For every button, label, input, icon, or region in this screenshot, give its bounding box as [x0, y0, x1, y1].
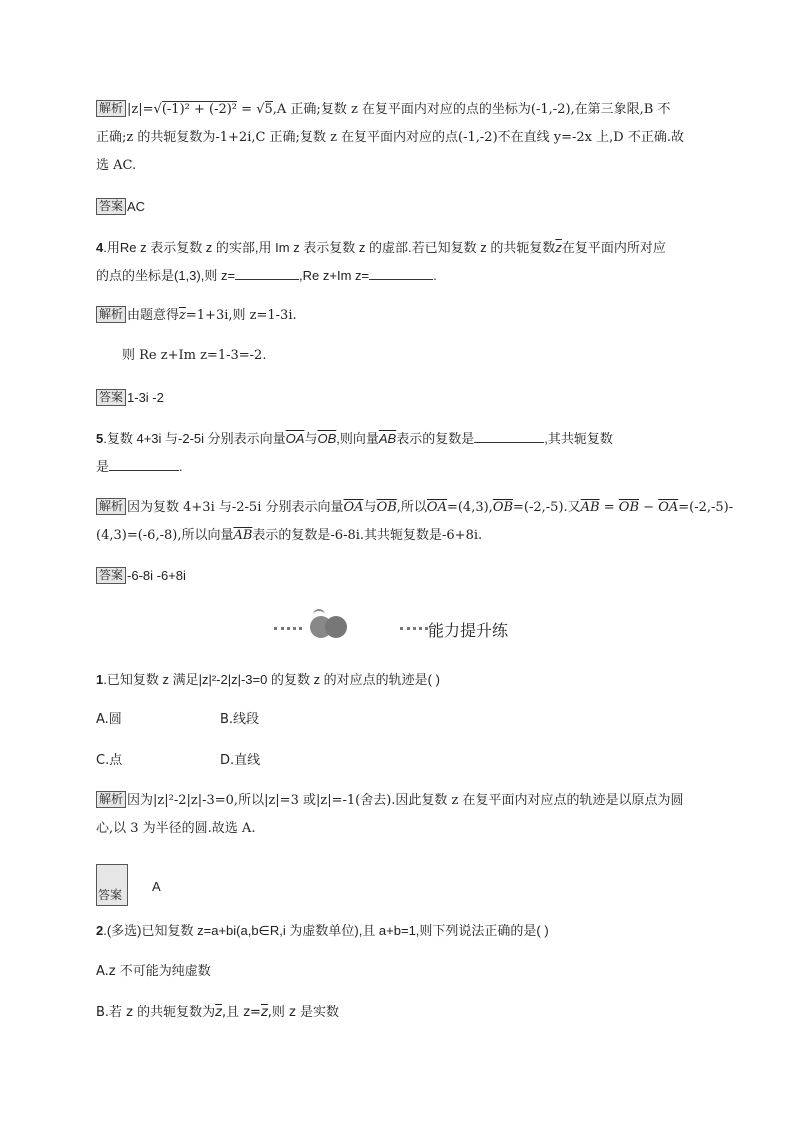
q5-blank-2[interactable] [109, 458, 179, 471]
p1-option-d[interactable]: D.直线 [220, 753, 261, 768]
p1-stem: 1.已知复数 z 满足|z|²-2|z|-3=0 的复数 z 的对应点的轨迹是( ) [96, 672, 440, 687]
p1-option-a[interactable]: A.圆 [96, 712, 122, 727]
section-header [270, 616, 530, 640]
q4-stem-line-2: 的点的坐标是(1,3),则 z= ,Re z+Im z= . [96, 268, 437, 283]
prev-analysis-line-2: 正确;z 的共轭复数为-1+2i,C 正确;复数 z 在复平面内对应的点(-1,-2)不在直线 y=-2x 上,D 不正确.故 [96, 130, 684, 145]
answer-tag: 答案 [96, 389, 126, 406]
q4-blank-1[interactable] [235, 267, 299, 280]
analysis-tag: 解析 [96, 306, 126, 323]
circle-logo-icon [325, 616, 347, 638]
p2-option-a[interactable]: A.z 不可能为纯虚数 [96, 964, 211, 979]
sqrt-symbol: √ [153, 102, 162, 117]
p1-option-c[interactable]: C.点 [96, 753, 123, 768]
answer-tag: 答案 [96, 567, 126, 584]
analysis-tag: 解析 [96, 791, 126, 808]
dots-decoration [274, 627, 302, 630]
q5-analysis-line-2: (4,3)=(-6,-8),所以向量$\overline{AB}$表示的复数是-6-8i.其共轭复数是-6+8i. [96, 528, 483, 543]
p2-stem: 2.(多选)已知复数 z=a+bi(a,b∈R,i 为虚数单位),且 a+b=1,则下列说法正确的是( ) [96, 923, 549, 938]
q5-blank-1[interactable] [474, 430, 544, 443]
q5-answer-line: 答案 -6-8i -6+8i [96, 566, 706, 587]
q4-analysis-line-2: 则 Re z+Im z=1-3=-2. [122, 348, 267, 363]
prev-analysis-line-1: 解析 |z|=√(-1)² + (-2)² = √5,A 正确;复数 z 在复平面内对应的点的坐标为(-1,-2),在第三象限,B 不 [96, 100, 706, 120]
prev-analysis-line-3: 选 AC. [96, 158, 137, 173]
p1-analysis-line-2: 心,以 3 为半径的圆.故选 A. [96, 821, 256, 836]
q5-stem-line-1: 5.复数 4+3i 与-2-5i 分别表示向量$\overline{OA}$与$\overline{OB}$,则向量$\overline{AB}$表示的复数是 ,其共轭复数 [96, 431, 613, 446]
analysis-tag: 解析 [96, 498, 126, 515]
answer-tag: 答案 [96, 864, 128, 906]
analysis-tag: 解析 [96, 100, 126, 117]
q5-stem-line-2: 是 . [96, 459, 183, 474]
q4-stem-line-1: 4.用Re z 表示复数 z 的实部,用 Im z 表示复数 z 的虚部.若已知复数 z 的共轭复数$\overline{z}$在复平面内所对应 [96, 240, 666, 255]
answer-tag: 答案 [96, 198, 126, 215]
p1-analysis-line-1: 解析 因为|z|²-2|z|-3=0,所以|z|=3 或|z|=-1(舍去).因此复数 z 在复平面内对应点的轨迹是以原点为圆 [96, 791, 706, 811]
section-title: 能力提升练 [428, 621, 509, 640]
p1-answer-value: A [152, 879, 161, 894]
q4-answer-line: 答案 1-3i -2 [96, 388, 706, 409]
q5-analysis-line-1: 解析 因为复数 4+3i 与-2-5i 分别表示向量$\overline{OA}$与$\overline{OB}$,所以$\overline{OA}=(4,3),\overline{OB}=(-2,-5)$.又$\overline{AB} = \overline{OB} - \overline{OA}=(-2,-5)-$ [96, 498, 706, 518]
q4-blank-2[interactable] [369, 267, 433, 280]
dots-decoration [400, 627, 428, 630]
p2-option-b[interactable]: B.若 z 的共轭复数为$\overline{z}$,且 $z=\overline{z}$,则 z 是实数 [96, 1005, 340, 1020]
q4-analysis-line-1: 解析 由题意得$\overline{z}=1+3i$,则 z=1-3i. [96, 306, 706, 326]
p1-option-b[interactable]: B.线段 [220, 712, 260, 727]
prev-answer-line: 答案 AC [96, 197, 706, 218]
